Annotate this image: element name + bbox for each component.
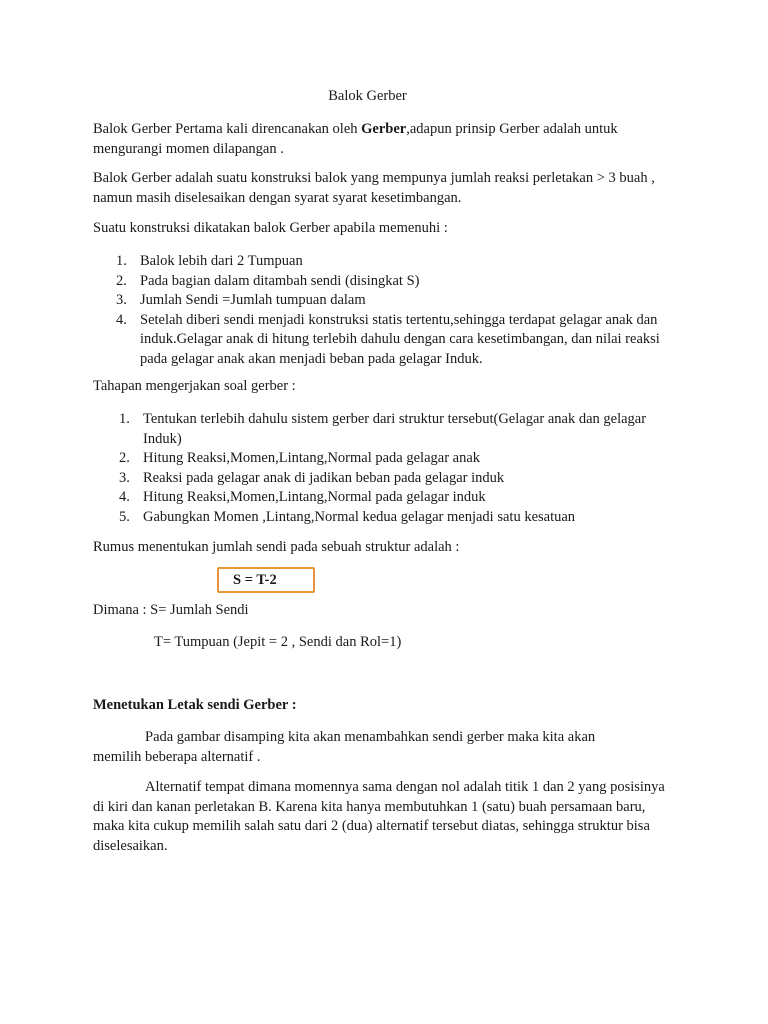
steps-list <box>119 410 663 527</box>
list-item: 3. Reaksi pada gelagar anak di jadikan beban pada gelagar induk <box>119 469 505 486</box>
list-item: 1. Balok lebih dari 2 Tumpuan <box>116 253 303 269</box>
list-item: 4. Hitung Reaksi,Momen,Lintang,Normal pada gelagar induk <box>119 489 486 505</box>
conditions-intro: Suatu konstruksi dikatakan balok Gerber apabila memenuhi : <box>93 220 448 236</box>
alternatives-paragraph: Pada gambar disamping kita akan menambahkan sendi gerber maka kita akan memilih beberapa alternatif . <box>93 729 596 765</box>
list-item: 5. Gabungkan Momen ,Lintang,Normal kedua gelagar menjadi satu kesatuan <box>119 508 576 525</box>
list-item: 2. Hitung Reaksi,Momen,Lintang,Normal pada gelagar anak <box>119 450 481 466</box>
list-item: 2. Pada bagian dalam ditambah sendi (disingkat S) <box>116 272 420 289</box>
page-title: Balok Gerber <box>328 88 407 104</box>
formula-intro: Rumus menentukan jumlah sendi pada sebuah struktur adalah : <box>93 539 460 555</box>
definition-paragraph: Balok Gerber adalah suatu konstruksi balok yang mempunya jumlah reaksi perletakan > 3 buah , namun masih diselesaikan dengan syarat syarat kesetimbangan. <box>93 170 655 206</box>
steps-intro: Tahapan mengerjakan soal gerber : <box>93 378 296 394</box>
list-item: 3. Jumlah Sendi =Jumlah tumpuan dalam <box>116 292 366 308</box>
conditions-list <box>116 252 675 369</box>
dimana-line-2: T= Tumpuan (Jepit = 2 , Sendi dan Rol=1) <box>154 634 402 650</box>
explanation-paragraph: Alternatif tempat dimana momennya sama dengan nol adalah titik 1 dan 2 yang posisinya di kiri dan kanan perletakan B. Karena kita hanya membutuhkan 1 (satu) buah persamaan baru, maka kita cukup memilih salah satu dari 2 (dua) alternatif tersebut diatas, sehingga struktur bisa diselesaikan. <box>93 779 665 854</box>
section-heading: Menetukan Letak sendi Gerber : <box>93 697 297 713</box>
intro-text-before: Balok Gerber Pertama kali direncanakan oleh <box>93 121 362 137</box>
intro-text-after: ,adapun prinsip Gerber adalah untuk mengurangi momen dilapangan . <box>93 121 618 157</box>
intro-bold-gerber: Gerber <box>361 121 407 137</box>
intro-paragraph <box>93 120 653 159</box>
dimana-line-1: Dimana : S= Jumlah Sendi <box>93 602 249 618</box>
list-item: 1. Tentukan terlebih dahulu sistem gerber dari struktur tersebut(Gelagar anak dan gelagar Induk) <box>119 411 647 447</box>
list-item: 4. Setelah diberi sendi menjadi konstruksi statis tertentu,sehingga terdapat gelagar anak dan induk.Gelagar anak di hitung terlebih dahulu dengan cara kesetimbangan, dan nilai reaksi pada gelagar anak akan menjadi beban pada gelagar Induk. <box>116 311 660 367</box>
formula-text: S = T-2 <box>233 572 277 588</box>
formula-box <box>217 567 315 593</box>
